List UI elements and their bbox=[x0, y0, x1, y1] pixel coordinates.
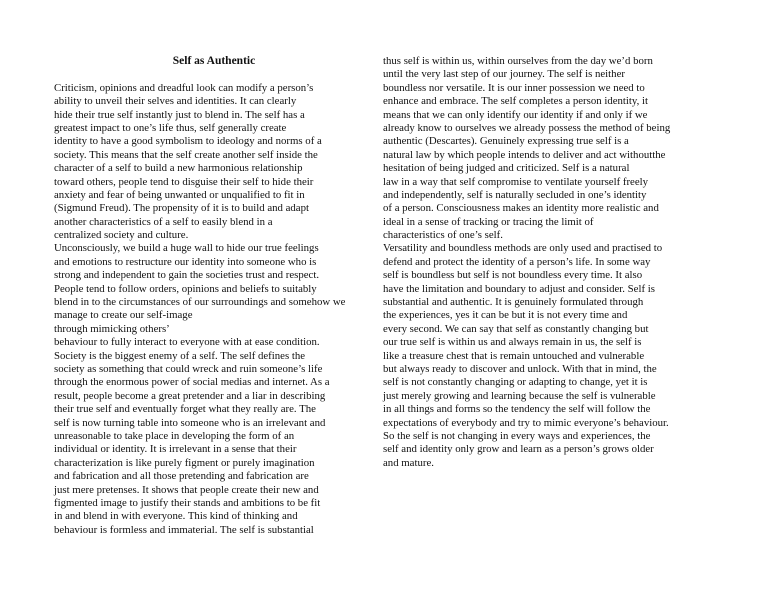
text-line: just merely growing and learning because the self is vulnerable bbox=[383, 389, 656, 402]
left-column bbox=[54, 55, 374, 537]
text-line: and fabrication and all those pretending and fabrication are bbox=[54, 470, 309, 483]
text-line: another characteristics of a self to easily blend in a bbox=[54, 215, 273, 228]
text-line: but always ready to discover and unlock. With that in mind, the bbox=[383, 362, 657, 375]
text-line: and emotions to restructure our identity into someone who is bbox=[54, 255, 317, 268]
text-line: toward others, people tend to disguise their self to hide their bbox=[54, 175, 314, 188]
text-line: hide their true self instantly just to blend in. The self has a bbox=[54, 108, 305, 121]
text-line: So the self is not changing in every ways and experiences, the bbox=[383, 429, 651, 442]
text-line: expectations of everybody and try to mimic everyone’s behaviour. bbox=[383, 416, 669, 429]
text-line: People tend to follow orders, opinions and beliefs to suitably bbox=[54, 282, 317, 295]
text-line: society. This means that the self create another self inside the bbox=[54, 148, 318, 161]
text-line: Unconsciously, we build a huge wall to hide our true feelings bbox=[54, 242, 319, 255]
text-line: self is not constantly changing or adapting to change, yet it is bbox=[383, 376, 648, 389]
text-line: self is now turning table into someone who is an irrelevant and bbox=[54, 416, 326, 429]
text-line: hesitation of being judged and criticized. Self is a natural bbox=[383, 162, 630, 175]
text-line: natural law by which people intends to deliver and act withoutthe bbox=[383, 148, 666, 161]
text-line: Versatility and boundless methods are only used and practised to bbox=[383, 242, 663, 255]
text-line: enhance and embrace. The self completes a person identity, it bbox=[383, 95, 649, 108]
left-column-text bbox=[54, 82, 374, 537]
text-line: unreasonable to take place in developing the form of an bbox=[54, 429, 295, 442]
text-line: greatest impact to one’s life thus, self generally create bbox=[54, 121, 287, 134]
text-line: the experiences, yes it can be but it is not every time and bbox=[383, 309, 628, 322]
text-line: self and identity only grow and learn as a person’s grows older bbox=[383, 443, 654, 456]
text-line: self is boundless but self is not boundless every time. It also bbox=[383, 269, 643, 282]
right-column bbox=[383, 55, 703, 470]
text-line: through mimicking others’ bbox=[54, 322, 170, 335]
text-line: behaviour to fully interact to everyone with at ease condition. bbox=[54, 336, 320, 349]
text-line: through the enormous power of social medias and internet. As a bbox=[54, 376, 330, 389]
text-line: and independently, self is naturally secluded in one’s identity bbox=[383, 188, 647, 201]
text-line: our true self is within us and always remain in us, the self is bbox=[383, 336, 642, 349]
text-line: individual or identity. It is irrelevant in a sense that their bbox=[54, 443, 297, 456]
text-line: authentic (Descartes). Genuinely expressing true self is a bbox=[383, 135, 629, 148]
text-line: just mere pretenses. It shows that people create their new and bbox=[54, 483, 319, 496]
text-line: ideal in a sense of tracking or tracing the limit of bbox=[383, 215, 594, 228]
text-line: figmented image to justify their stands and ambitions to be fit bbox=[54, 496, 321, 509]
text-line: result, people become a great pretender and a liar in describing bbox=[54, 389, 326, 402]
text-line: in all things and forms so the tendency the self will follow the bbox=[383, 403, 651, 416]
text-line: thus self is within us, within ourselves from the day we’d born bbox=[383, 55, 653, 67]
text-line: characteristics of one’s self. bbox=[383, 229, 503, 242]
text-line: character of a self to build a new harmonious relationship bbox=[54, 162, 303, 175]
right-column-text bbox=[383, 55, 703, 470]
text-line: identity to have a good symbolism to ideology and norms of a bbox=[54, 135, 322, 148]
text-line: Society is the biggest enemy of a self. The self defines the bbox=[54, 349, 306, 362]
text-line: blend in to the circumstances of our surroundings and somehow we bbox=[54, 296, 346, 309]
text-line: society as something that could wreck and ruin someone’s life bbox=[54, 362, 323, 375]
text-line: have the limitation and boundary to adjust and consider. Self is bbox=[383, 282, 655, 295]
text-line: centralized society and culture. bbox=[54, 229, 189, 242]
text-line: manage to create our self-image bbox=[54, 309, 193, 322]
text-line: substantial and authentic. It is genuinely formulated through bbox=[383, 296, 644, 309]
text-line: law in a way that self compromise to ventilate yourself freely bbox=[383, 175, 649, 188]
text-line: already know to ourselves we already possess the method of being bbox=[383, 121, 671, 134]
text-line: in and blend in with everyone. This kind of thinking and bbox=[54, 510, 298, 523]
text-line: characterization is like purely figment or purely imagination bbox=[54, 456, 315, 469]
text-line: of a person. Consciousness makes an identity more realistic and bbox=[383, 202, 659, 215]
text-line: boundless nor versatile. It is our inner possession we need to bbox=[383, 81, 645, 94]
document-title: Self as Authentic bbox=[172, 55, 256, 67]
text-line: means that we can only identify our identity if and only if we bbox=[383, 108, 648, 121]
text-line: their true self and eventually forget what they really are. The bbox=[54, 403, 316, 416]
text-line: until the very last step of our journey. The self is neither bbox=[383, 68, 625, 81]
text-line: anxiety and fear of being unwanted or unqualified to fit in bbox=[54, 188, 305, 201]
text-line: like a treasure chest that is remain untouched and vulnerable bbox=[383, 349, 645, 362]
text-line: ability to unveil their selves and identities. It can clearly bbox=[54, 95, 297, 108]
text-line: every second. We can say that self as constantly changing but bbox=[383, 322, 649, 335]
text-line: strong and independent to gain the societies trust and respect. bbox=[54, 269, 320, 282]
text-line: defend and protect the identity of a person’s life. In some way bbox=[383, 255, 651, 268]
text-line: behaviour is formless and immaterial. The self is substantial bbox=[54, 523, 314, 536]
text-line: (Sigmund Freud). The propensity of it is to build and adapt bbox=[54, 202, 309, 215]
text-line: and mature. bbox=[383, 456, 434, 469]
text-line: Criticism, opinions and dreadful look can modify a person’s bbox=[54, 81, 314, 94]
